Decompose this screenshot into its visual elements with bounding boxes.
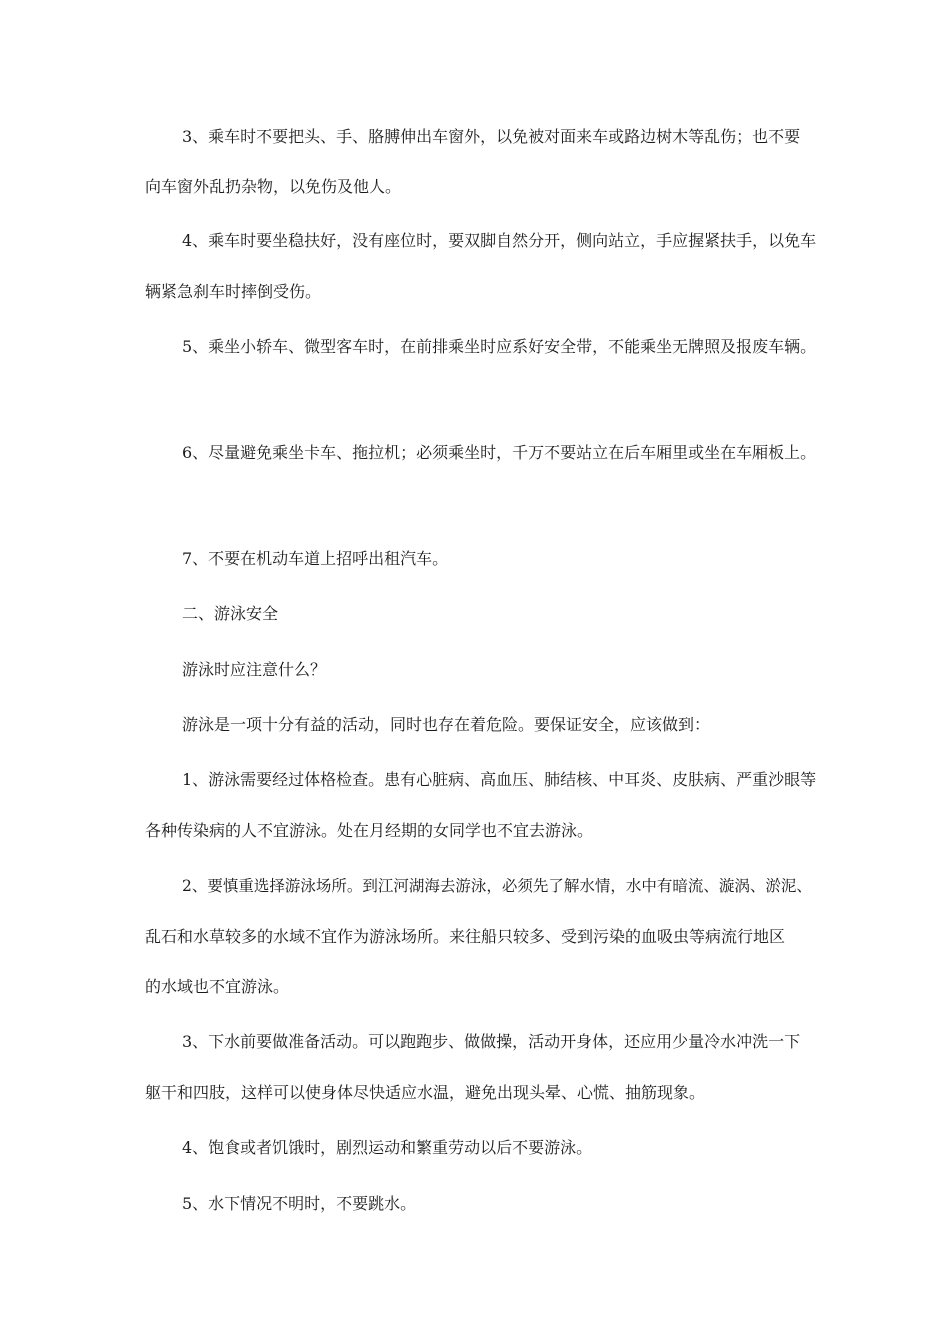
paragraph-line: 躯干和四肢，这样可以使身体尽快适应水温，避免出现头晕、心慌、抽筋现象。 — [145, 1083, 706, 1102]
paragraph-line: 2、要慎重选择游泳场所。到江河湖海去游泳，必须先了解水情，水中有暗流、漩涡、淤泥、 — [182, 877, 812, 895]
paragraph-line: 各种传染病的人不宜游泳。处在月经期的女同学也不宜去游泳。 — [145, 821, 594, 840]
paragraph-line: 5、水下情况不明时，不要跳水。 — [182, 1194, 417, 1213]
paragraph-line: 向车窗外乱扔杂物，以免伤及他人。 — [145, 177, 402, 196]
paragraph-line: 7、不要在机动车道上招呼出租汽车。 — [182, 549, 449, 568]
paragraph-line: 乱石和水草较多的水域不宜作为游泳场所。来往船只较多、受到污染的血吸虫等病流行地区 — [145, 927, 786, 946]
paragraph-line: 1、游泳需要经过体格检查。患有心脏病、高血压、肺结核、中耳炎、皮肤病、严重沙眼等 — [182, 770, 817, 789]
paragraph-line: 游泳是一项十分有益的活动，同时也存在着危险。要保证安全，应该做到： — [182, 715, 711, 734]
paragraph-line: 的水域也不宜游泳。 — [145, 977, 290, 996]
paragraph-line: 3、下水前要做准备活动。可以跑跑步、做做操，活动开身体，还应用少量冷水冲洗一下 — [182, 1032, 801, 1051]
paragraph-line: 6、尽量避免乘坐卡车、拖拉机；必须乘坐时，千万不要站立在后车厢里或坐在车厢板上。 — [182, 443, 817, 462]
paragraph-line: 3、乘车时不要把头、手、胳膊伸出车窗外，以免被对面来车或路边树木等乱伤；也不要 — [182, 127, 801, 146]
paragraph-line: 4、乘车时要坐稳扶好，没有座位时，要双脚自然分开，侧向站立，手应握紧扶手，以免车 — [182, 231, 817, 250]
section-heading: 二、游泳安全 — [182, 604, 279, 623]
paragraph-line: 5、乘坐小轿车、微型客车时，在前排乘坐时应系好安全带，不能乘坐无牌照及报废车辆。 — [182, 337, 817, 356]
paragraph-line: 4、饱食或者饥饿时，剧烈运动和繁重劳动以后不要游泳。 — [182, 1138, 593, 1157]
paragraph-line: 游泳时应注意什么？ — [182, 660, 327, 679]
paragraph-line: 辆紧急刹车时摔倒受伤。 — [145, 282, 322, 301]
